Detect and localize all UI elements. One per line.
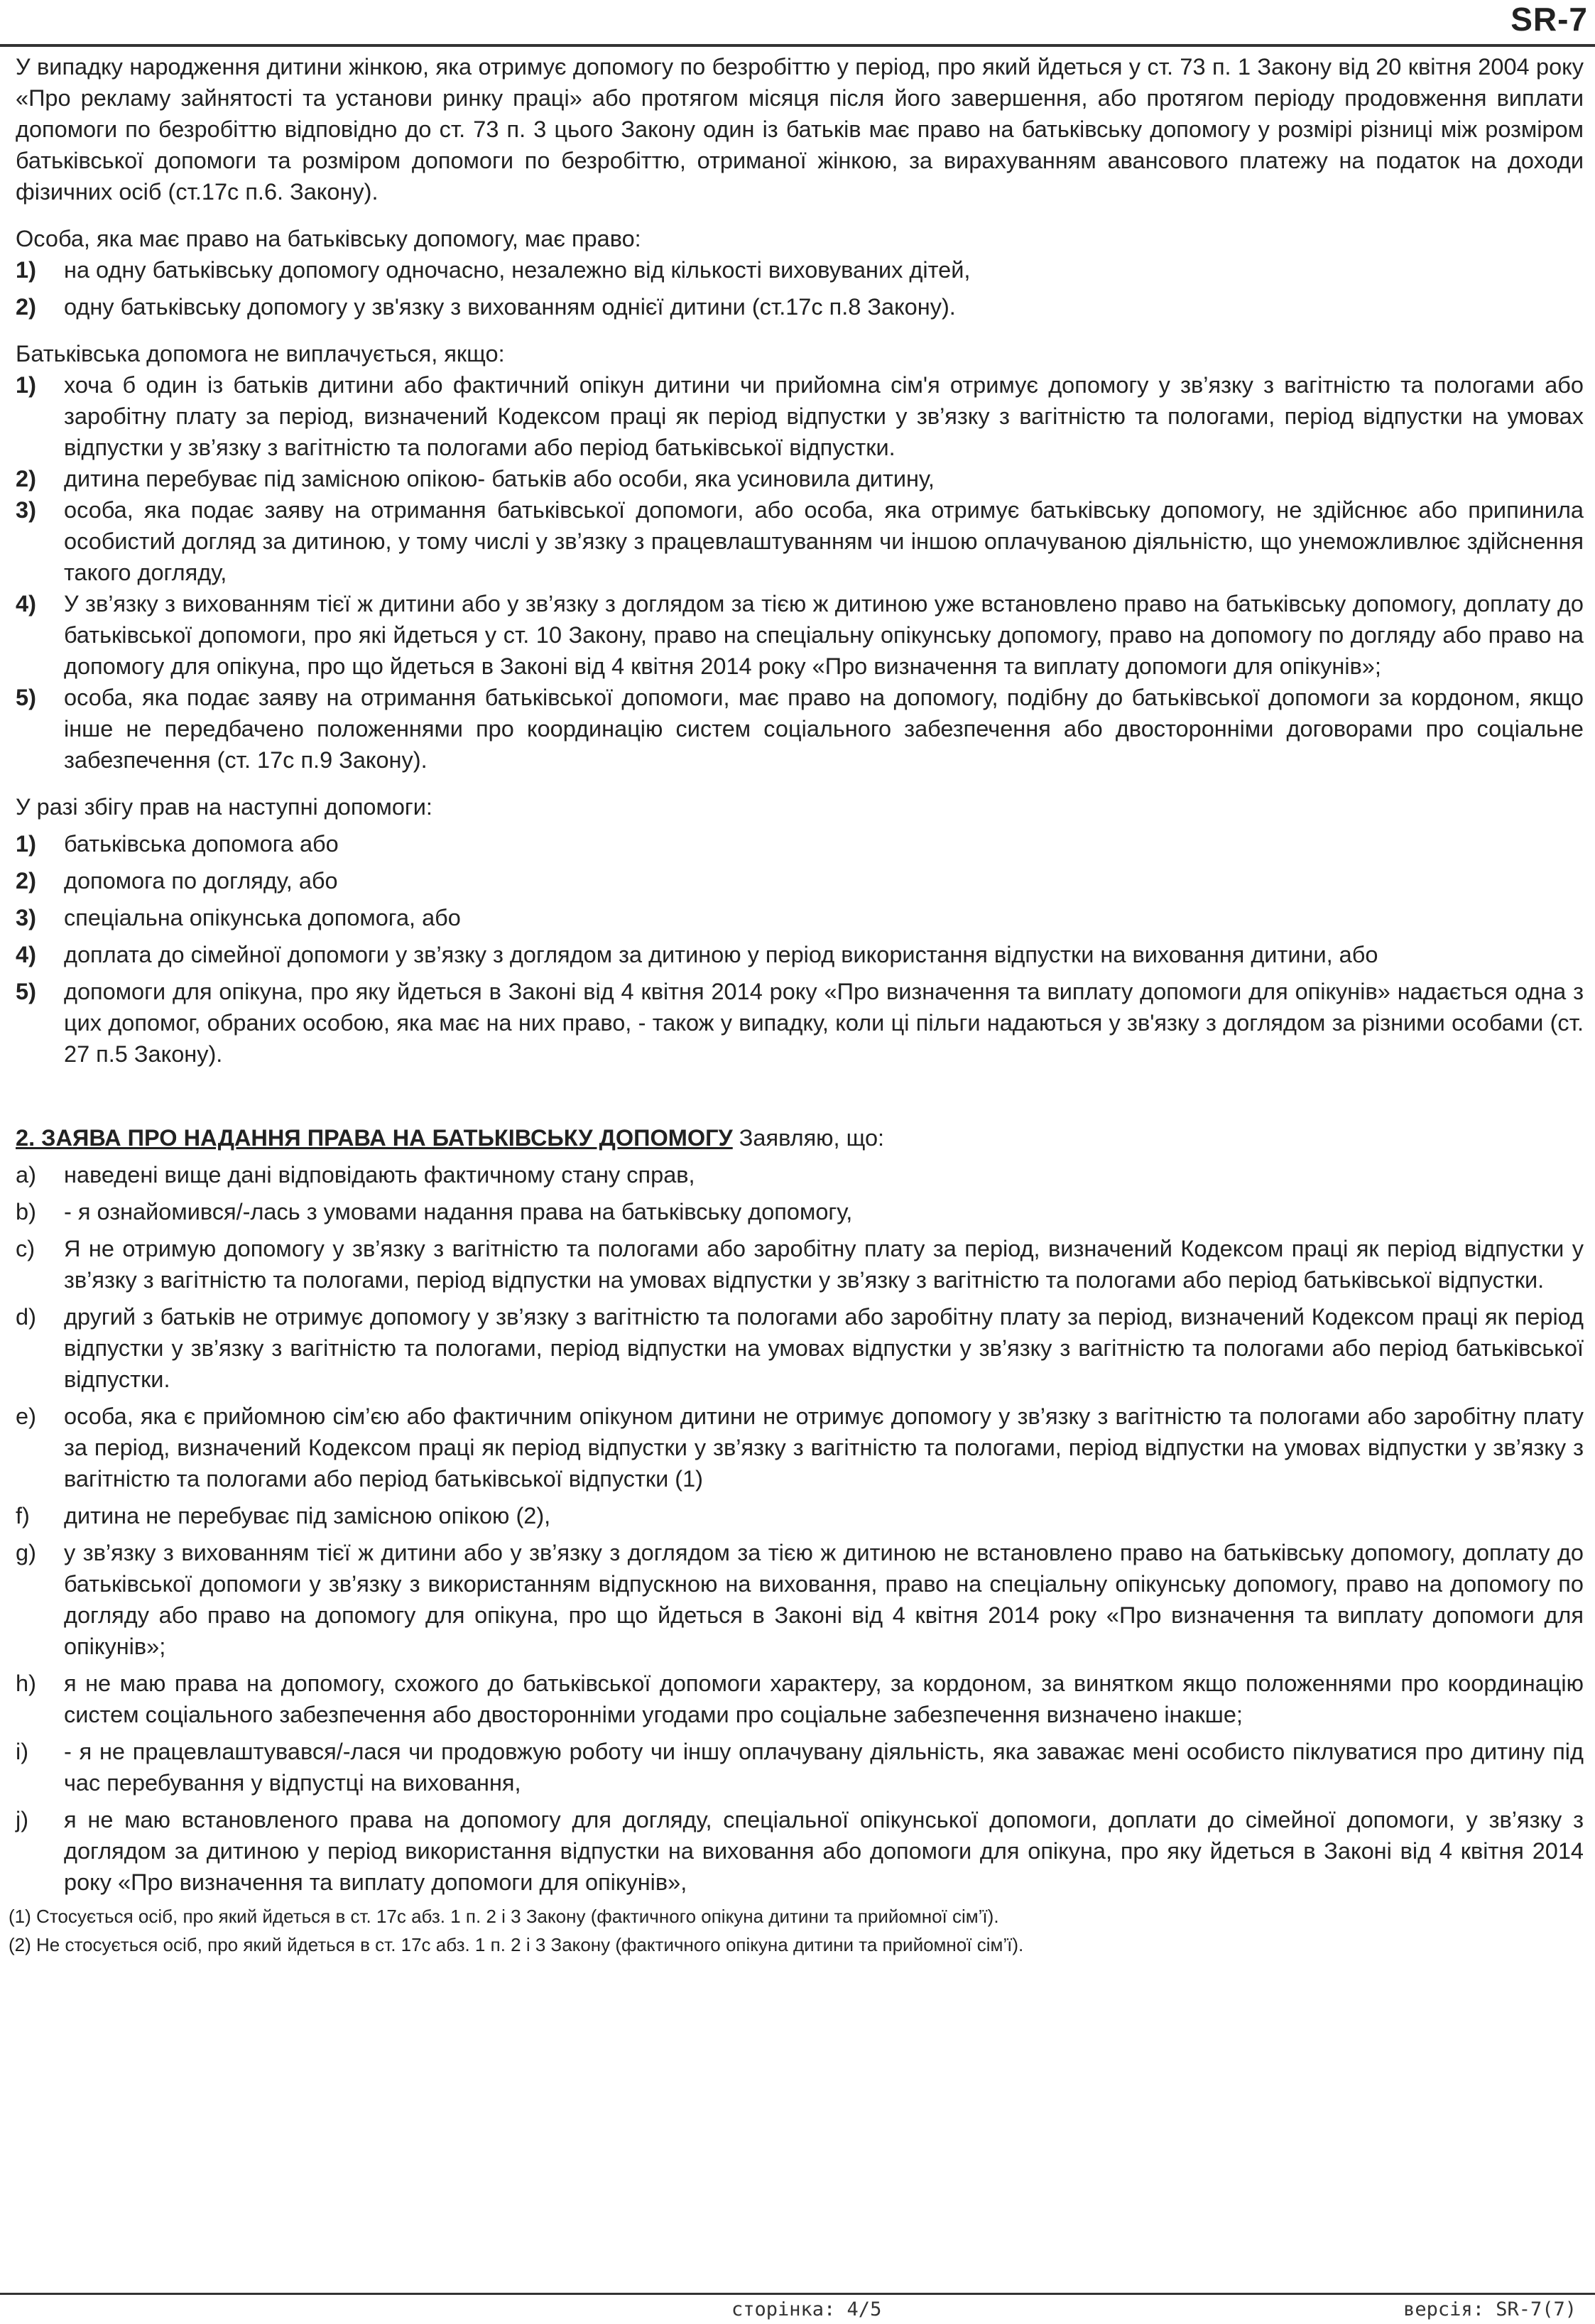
section-2-tail: Заявляю, що: xyxy=(732,1125,885,1151)
document-body xyxy=(9,51,1584,1959)
form-version: версія: SR-7(7) xyxy=(1403,2298,1577,2320)
form-code: SR-7 xyxy=(1510,1,1588,38)
list-item: f) дитина не перебуває під замісною опікою (2), xyxy=(16,1503,551,1528)
list-item: 3) особа, яка подає заяву на отримання батьківської допомоги, або особа, яка отримує батьківську допомогу, не здійснює або припинила особистий догляд за дитиною, у тому числі у зв’язку з працевлаштуванням чи іншою оплачуваною діяльністю, що унеможливлює здійснення такого догляду, xyxy=(16,497,1584,585)
header-rule xyxy=(0,44,1595,47)
list-item: 5) особа, яка подає заяву на отримання батьківської допомоги, має право на допомогу, подібну до батьківської допомоги за кордоном, якщо інше не передбачено положеннями про координацію систем соціального забезпечення або двосторонніми договорами про соціальне забезпечення (ст. 17с п.9 Закону). xyxy=(16,685,1584,773)
list-item: 1) на одну батьківську допомогу одночасно, незалежно від кількості виховуваних дітей, xyxy=(16,257,971,283)
list-item: g) у зв’язку з вихованням тієї ж дитини або у зв’язку з доглядом за тією ж дитиною не встановлено право на батьківську допомогу, доплату до батьківської допомоги у зв’язку з використанням відпускною на виховання, право на спеціальну опікунську допомогу, право на допомогу по догляду або право на допомогу для опікуна, про що йдеться в Законі від 4 квітня 2014 року «Про визначення та виплату допомоги для опікунів»; xyxy=(16,1540,1584,1659)
list-item: 5) допомоги для опікуна, про яку йдеться в Законі від 4 квітня 2014 року «Про визначення та виплату допомоги для опікунів» надається одна з цих допомог, обраних особою, яка має на них право, - також у випадку, коли ці пільги надаються у зв'язку з доглядом за різними особами (ст. 27 п.5 Закону). xyxy=(16,979,1584,1067)
not-paid-list xyxy=(16,369,1584,776)
list-item: 1) хоча б один із батьків дитини або фактичний опікун дитини чи прийомна сім'я отримує допомогу у зв’язку з вагітністю та пологами або заробітну плату за період, визначений Кодексом праці як період відпустки у зв’язку з вагітністю та пологами, період відпустки на умовах відпустки у зв’язку з вагітністю та пологами або період батьківської відпустки. xyxy=(16,372,1584,460)
list-item: 3) спеціальна опікунська допомога, або xyxy=(16,905,461,930)
rights-list xyxy=(16,254,1584,322)
list-item: 1) батьківська допомога або xyxy=(16,831,339,857)
list-item: d) другий з батьків не отримує допомогу у зв’язку з вагітністю та пологами або заробітну плату за період, визначений Кодексом праці як період відпустки у зв’язку з вагітністю та пологами, період відпустки на умовах відпустки у зв’язку з вагітністю та пологами або період батьківської відпустки. xyxy=(16,1304,1584,1392)
footnote-2: (2) Не стосується осіб, про який йдеться в ст. 17с абз. 1 п. 2 і 3 Закону (фактичного опікуна дитини та прийомної сім’ї). xyxy=(9,1934,1024,1955)
page-number: сторінка: 4/5 xyxy=(731,2298,882,2320)
footer-rule xyxy=(0,2293,1595,2295)
list-item: b) - я ознайомився/-лась з умовами надання права на батьківську допомогу, xyxy=(16,1199,853,1225)
list-item: j) я не маю встановленого права на допомогу для догляду, спеціальної опікунської допомоги, доплати до сімейної допомоги, у зв’язку з доглядом за дитиною у період використання відпустки на виховання або допомоги для опікуна, про яку йдеться в Законі від 4 квітня 2014 року «Про визначення та виплату допомоги для опікунів», xyxy=(16,1807,1584,1895)
list-item: a) наведені вище дані відповідають фактичному стану справ, xyxy=(16,1162,695,1188)
footnotes xyxy=(9,1902,1584,1959)
list-item: 2) одну батьківську допомогу у зв'язку з вихованням однієї дитини (ст.17с п.8 Закону). xyxy=(16,294,956,320)
declaration-list xyxy=(16,1159,1584,1898)
list-item: c) Я не отримую допомогу у зв’язку з вагітністю та пологами або заробітну плату за період, визначений Кодексом праці як період відпустки у зв’язку з вагітністю та пологами, період відпустки на умовах відпустки у зв’язку з вагітністю та пологами або період батьківської відпустки. xyxy=(16,1236,1584,1293)
not-paid-lead: Батьківська допомога не виплачується, якщо: xyxy=(16,341,505,366)
intro-paragraph: У випадку народження дитини жінкою, яка отримує допомогу по безробіттю у період, про який йдеться у ст. 73 п. 1 Закону від 20 квітня 2004 року «Про рекламу зайнятості та установи ринку праці» або протягом місяця після його завершення, або протягом періоду продовження виплати допомоги по безробіттю відповідно до ст. 73 п. 3 цього Закону один із батьків має право на батьківську допомогу у розмірі різниці між розміром батьківської допомоги та розміром допомоги по безробіттю, отриманої жінкою, за вирахуванням авансового платежу на податок на доходи фізичних осіб (ст.17с п.6. Закону). xyxy=(16,54,1584,205)
rights-lead: Особа, яка має право на батьківську допомогу, має право: xyxy=(16,226,641,251)
section-2-heading: 2. ЗАЯВА ПРО НАДАННЯ ПРАВА НА БАТЬКІВСЬКУ ДОПОМОГУ xyxy=(16,1125,733,1151)
list-item: 4) У зв’язку з вихованням тієї ж дитини або у зв’язку з доглядом за тією ж дитиною уже встановлено право на батьківську допомогу, доплату до батьківської допомоги, про які йдеться у ст. 10 Закону, право на спеціальну опікунську допомогу, право на допомогу по догляду або право на допомогу для опікуна, про що йдеться в Законі від 4 квітня 2014 року «Про визначення та виплату допомоги для опікунів»; xyxy=(16,591,1584,679)
footnote-1: (1) Стосується осіб, про який йдеться в ст. 17с абз. 1 п. 2 і 3 Закону (фактичного опікуна дитини та прийомної сім’ї). xyxy=(9,1906,999,1927)
overlap-list xyxy=(16,828,1584,1070)
list-item: e) особа, яка є прийомною сім’єю або фактичним опікуном дитини не отримує допомогу у зв’язку з вагітністю та пологами або заробітну плату за період, визначений Кодексом праці як період відпустки у зв’язку з вагітністю та пологами, період відпустки на умовах відпустки у зв’язку з вагітністю та пологами або період батьківської відпустки (1) xyxy=(16,1403,1584,1492)
list-item: 2) дитина перебуває під замісною опікою- батьків або особи, яка усиновила дитину, xyxy=(16,466,935,492)
list-item: h) я не маю права на допомогу, схожого до батьківської допомоги характеру, за кордоном, за винятком якщо положеннями про координацію систем соціального забезпечення або двосторонніми угодами про соціальне забезпечення визначено інакше; xyxy=(16,1671,1584,1727)
list-item: 4) доплата до сімейної допомоги у зв’язку з доглядом за дитиною у період використання відпустки на виховання дитини, або xyxy=(16,942,1378,967)
overlap-lead: У разі збігу прав на наступні допомоги: xyxy=(16,794,432,820)
section-2-heading-line xyxy=(16,1122,1584,1153)
list-item: i) - я не працевлаштувався/-лася чи продовжую роботу чи іншу оплачувану діяльність, яка заважає мені особисто піклуватися про дитину під час перебування у відпустці на виховання, xyxy=(16,1739,1584,1796)
list-item: 2) допомога по догляду, або xyxy=(16,868,338,894)
